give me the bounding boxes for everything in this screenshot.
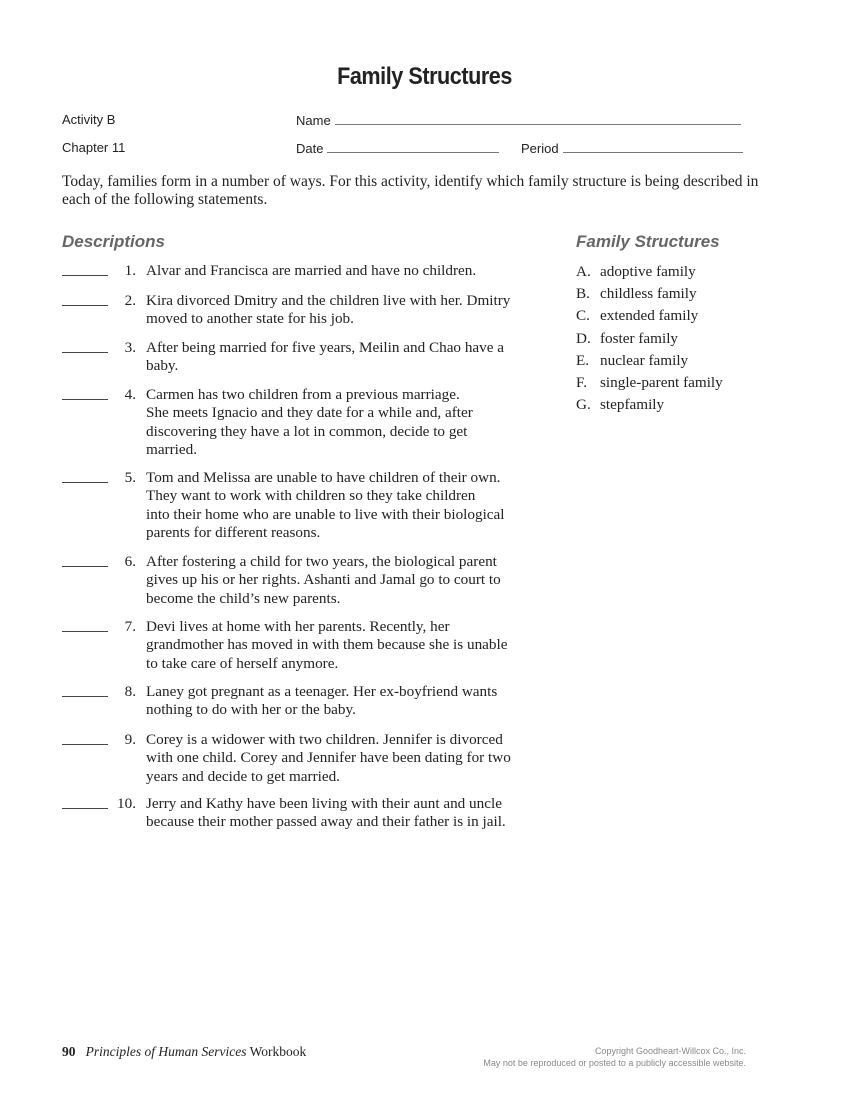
item-number: 5. xyxy=(124,469,136,486)
option-letter: D. xyxy=(576,329,591,347)
structure-option xyxy=(576,352,688,370)
item-text-line: to take care of herself anymore. xyxy=(146,654,339,672)
option-letter: B. xyxy=(576,285,590,303)
option-label: single-parent family xyxy=(600,374,723,391)
structure-option xyxy=(576,263,696,281)
page-number: 90 xyxy=(62,1044,76,1059)
item-text xyxy=(146,553,566,608)
copyright xyxy=(483,1045,746,1069)
structures-heading: Family Structures xyxy=(576,232,720,251)
name-field[interactable] xyxy=(296,112,741,128)
option-letter: C. xyxy=(576,307,590,325)
item-text xyxy=(146,795,566,832)
item-number: 1. xyxy=(124,262,136,279)
item-text-line: She meets Ignacio and they date for a while and, after xyxy=(146,404,473,422)
item-text-line: married. xyxy=(146,440,198,458)
option-letter: F. xyxy=(576,374,588,391)
item-text-line: Tom and Melissa are unable to have children of their own. xyxy=(146,469,501,486)
item-text-line: grandmother has moved in with them because she is unable xyxy=(146,636,508,654)
structure-option xyxy=(576,396,664,414)
item-text-line: Alvar and Francisca are married and have no children. xyxy=(146,262,477,279)
item-number: 4. xyxy=(124,386,136,403)
option-label: childless family xyxy=(600,285,697,303)
intro-text: Today, families form in a number of ways. For this activity, identify which family structure is being described in each of the following statements. xyxy=(62,173,759,208)
option-letter: A. xyxy=(576,263,591,280)
item-number: 8. xyxy=(124,683,136,700)
name-label: Name xyxy=(296,113,331,128)
item-text-line: After fostering a child for two years, the biological parent xyxy=(146,553,497,570)
item-text xyxy=(146,262,566,280)
item-text-line: nothing to do with her or the baby. xyxy=(146,701,356,719)
structure-option xyxy=(576,307,698,325)
item-number: 7. xyxy=(124,618,136,635)
item-text-line: into their home who are unable to live with their biological xyxy=(146,505,505,523)
option-letter: E. xyxy=(576,351,590,369)
option-label: stepfamily xyxy=(600,396,665,414)
item-number: 3. xyxy=(124,339,136,356)
activity-label: Activity B xyxy=(62,112,116,127)
item-text xyxy=(146,292,566,329)
option-letter: G. xyxy=(576,396,591,414)
book-title: Principles of Human Services xyxy=(85,1044,247,1059)
item-text-line: discovering they have a lot in common, decide to get xyxy=(146,422,468,440)
item-text-line: moved to another state for his job. xyxy=(146,310,354,328)
name-blank[interactable] xyxy=(335,112,741,125)
item-text xyxy=(146,339,566,376)
item-text-line: Jerry and Kathy have been living with their aunt and uncle xyxy=(146,795,502,812)
page-title: Family Structures xyxy=(337,63,512,90)
item-text-line: Corey is a widower with two children. Jennifer is divorced xyxy=(146,731,503,748)
date-label: Date xyxy=(296,141,324,156)
item-text xyxy=(146,386,566,459)
item-text-line: After being married for five years, Meilin and Chao have a xyxy=(146,339,505,356)
item-number: 9. xyxy=(124,731,136,748)
item-text xyxy=(146,683,566,720)
item-text-line: They want to work with children so they take children xyxy=(146,487,476,505)
structure-option xyxy=(576,374,723,392)
footer-book xyxy=(62,1044,306,1060)
item-text xyxy=(146,618,566,673)
item-text-line: with one child. Corey and Jennifer have been dating for two xyxy=(146,749,511,767)
option-label: extended family xyxy=(600,307,699,325)
item-text-line: Kira divorced Dmitry and the children live with her. Dmitry xyxy=(146,292,511,309)
item-text-line: Laney got pregnant as a teenager. Her ex-boyfriend wants xyxy=(146,683,498,700)
structure-option xyxy=(576,285,697,303)
option-label: adoptive family xyxy=(600,263,696,280)
chapter-label: Chapter 11 xyxy=(62,140,126,155)
period-label: Period xyxy=(521,141,559,156)
option-label: nuclear family xyxy=(600,351,689,369)
period-blank[interactable] xyxy=(563,140,743,153)
item-text-line: Carmen has two children from a previous marriage. xyxy=(146,386,460,403)
item-text-line: baby. xyxy=(146,357,179,375)
date-blank[interactable] xyxy=(327,140,499,153)
item-text-line: gives up his or her rights. Ashanti and Jamal go to court to xyxy=(146,571,501,589)
copyright-line: Copyright Goodheart-Willcox Co., Inc. xyxy=(594,1046,746,1056)
item-number: 6. xyxy=(124,553,136,570)
item-text-line: parents for different reasons. xyxy=(146,523,321,541)
descriptions-heading: Descriptions xyxy=(62,232,165,251)
item-text-line: become the child’s new parents. xyxy=(146,589,341,607)
item-number: 10. xyxy=(117,795,136,812)
copyright-notice: May not be reproduced or posted to a publicly accessible website. xyxy=(483,1058,746,1068)
option-label: foster family xyxy=(600,329,679,347)
item-text-line: years and decide to get married. xyxy=(146,767,340,785)
period-field[interactable] xyxy=(521,140,743,156)
item-text-line: because their mother passed away and their father is in jail. xyxy=(146,813,506,831)
item-text xyxy=(146,469,566,542)
item-number: 2. xyxy=(124,292,136,309)
book-suffix: Workbook xyxy=(249,1044,307,1059)
item-text-line: Devi lives at home with her parents. Recently, her xyxy=(146,618,450,635)
structure-option xyxy=(576,330,678,348)
item-text xyxy=(146,731,566,786)
date-field[interactable] xyxy=(296,140,499,156)
